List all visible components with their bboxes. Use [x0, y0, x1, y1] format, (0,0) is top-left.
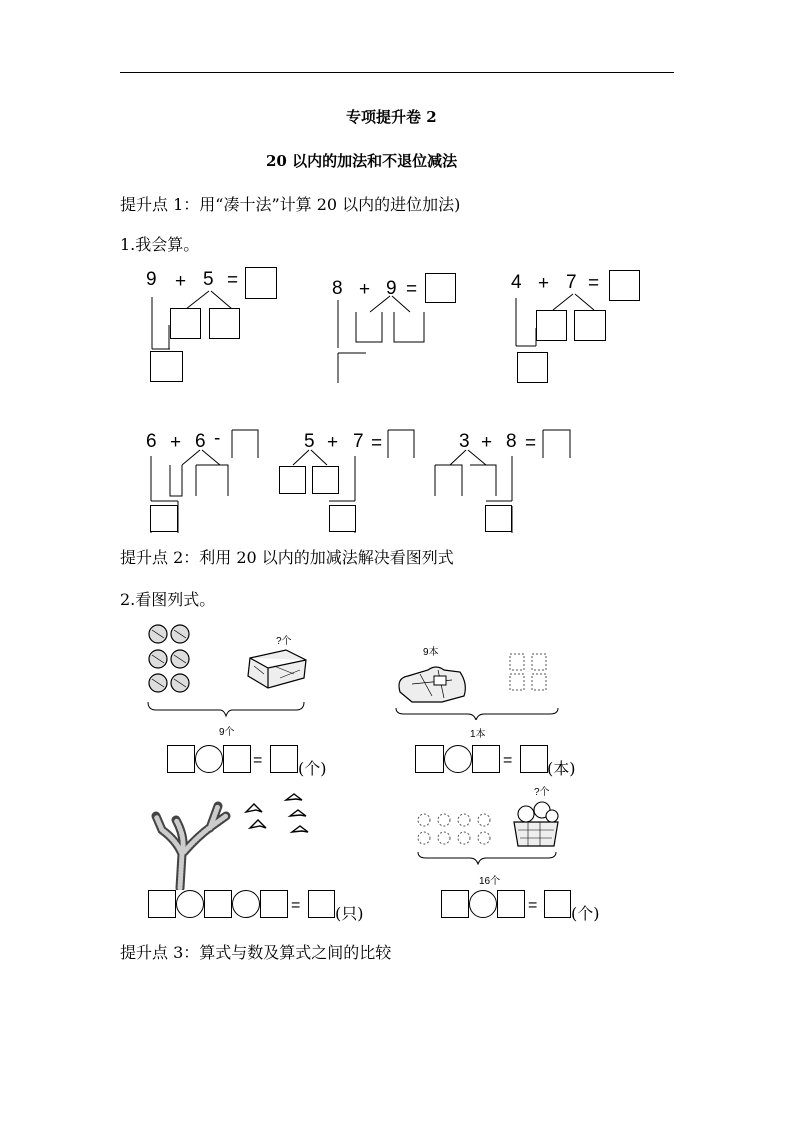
equation-box[interactable] — [441, 890, 469, 918]
plus-sign: + — [481, 432, 493, 453]
tree-birds-picture — [146, 790, 326, 890]
answer-box[interactable] — [520, 745, 548, 773]
operand-b: 7 — [353, 431, 364, 452]
plus-sign: + — [359, 279, 371, 300]
picture1-top-label: ?个 — [276, 636, 292, 647]
operand-b: 8 — [506, 431, 517, 452]
equals-sign: = — [291, 897, 301, 914]
split-box[interactable] — [574, 310, 606, 341]
split-box[interactable] — [536, 310, 567, 341]
equals-sign: = — [588, 273, 600, 294]
answer-box[interactable] — [308, 890, 335, 918]
picture1-bottom-label: 9个 — [219, 727, 235, 738]
answer-box[interactable] — [270, 745, 298, 773]
picture2-top-label: 9本 — [423, 647, 439, 658]
section1-heading: 提升点 1：用“凑十法”计算 20 以内的进位加法) — [120, 195, 461, 214]
equals-sign: = — [253, 752, 263, 769]
plus-sign: + — [327, 432, 339, 453]
unit-label: (个) — [571, 904, 600, 923]
ten-box[interactable] — [517, 352, 548, 383]
equation-box[interactable] — [260, 890, 288, 918]
plus-sign: + — [538, 273, 550, 294]
equals-sign: = — [227, 270, 239, 291]
operand-b: 6 — [195, 431, 206, 452]
equals-sign: = — [406, 279, 418, 300]
equals-sign: = — [371, 433, 383, 454]
plus-sign: + — [170, 432, 182, 453]
operand-b: 5 — [203, 269, 214, 290]
equals-sign: = — [503, 752, 513, 769]
equation-box[interactable] — [167, 745, 195, 773]
equation-box[interactable] — [415, 745, 444, 773]
operand-b: 7 — [566, 272, 577, 293]
ten-box[interactable] — [329, 505, 356, 532]
picture4-top-label: ?个 — [534, 787, 550, 798]
split-box[interactable] — [279, 466, 306, 494]
ten-box[interactable] — [485, 505, 512, 532]
split-box[interactable] — [170, 308, 201, 339]
operator-circle[interactable] — [469, 890, 497, 918]
picture2-bottom-label: 1本 — [470, 729, 486, 740]
split-box[interactable] — [312, 466, 339, 494]
equals-sign: = — [528, 897, 538, 914]
picture4-bottom-label: 16个 — [479, 876, 501, 887]
equation-box[interactable] — [472, 745, 500, 773]
ten-box[interactable] — [150, 351, 183, 382]
operand-a: 4 — [511, 272, 522, 293]
plus-sign: + — [175, 271, 187, 292]
operand-a: 9 — [146, 269, 157, 290]
section3-heading: 提升点 3：算式与数及算式之间的比较 — [120, 943, 392, 962]
equals-sign: = — [525, 433, 537, 454]
page-subtitle: 20 以内的加法和不退位减法 — [266, 152, 458, 170]
equation-box[interactable] — [204, 890, 232, 918]
page-title: 专项提升卷 2 — [346, 108, 437, 126]
operand-a: 3 — [459, 431, 470, 452]
equation-box[interactable] — [497, 890, 525, 918]
unit-label: (只) — [335, 904, 364, 923]
answer-box[interactable] — [544, 890, 571, 918]
operand-b: 9 — [386, 278, 397, 299]
operator-circle[interactable] — [232, 890, 260, 918]
operand-a: 6 — [146, 431, 157, 452]
fruit-basket-picture — [414, 790, 564, 865]
operator-circle[interactable] — [444, 745, 472, 773]
top-rule — [120, 72, 674, 73]
operand-a: 5 — [304, 431, 315, 452]
ten-box[interactable] — [150, 505, 178, 532]
split-box[interactable] — [209, 308, 240, 339]
decompose-lines — [330, 290, 435, 385]
equation-box[interactable] — [148, 890, 176, 918]
equation-box[interactable] — [223, 745, 251, 773]
section2-question: 2.看图列式。 — [120, 590, 216, 609]
unit-label: (本) — [547, 759, 576, 778]
unit-label: (个) — [298, 759, 327, 778]
section2-heading: 提升点 2：利用 20 以内的加减法解决看图列式 — [120, 548, 454, 567]
equals-sign: - — [214, 428, 221, 449]
operator-circle[interactable] — [195, 745, 223, 773]
operand-a: 8 — [332, 278, 343, 299]
books-picture — [392, 640, 562, 720]
operator-circle[interactable] — [176, 890, 204, 918]
section1-question: 1.我会算。 — [120, 235, 200, 254]
